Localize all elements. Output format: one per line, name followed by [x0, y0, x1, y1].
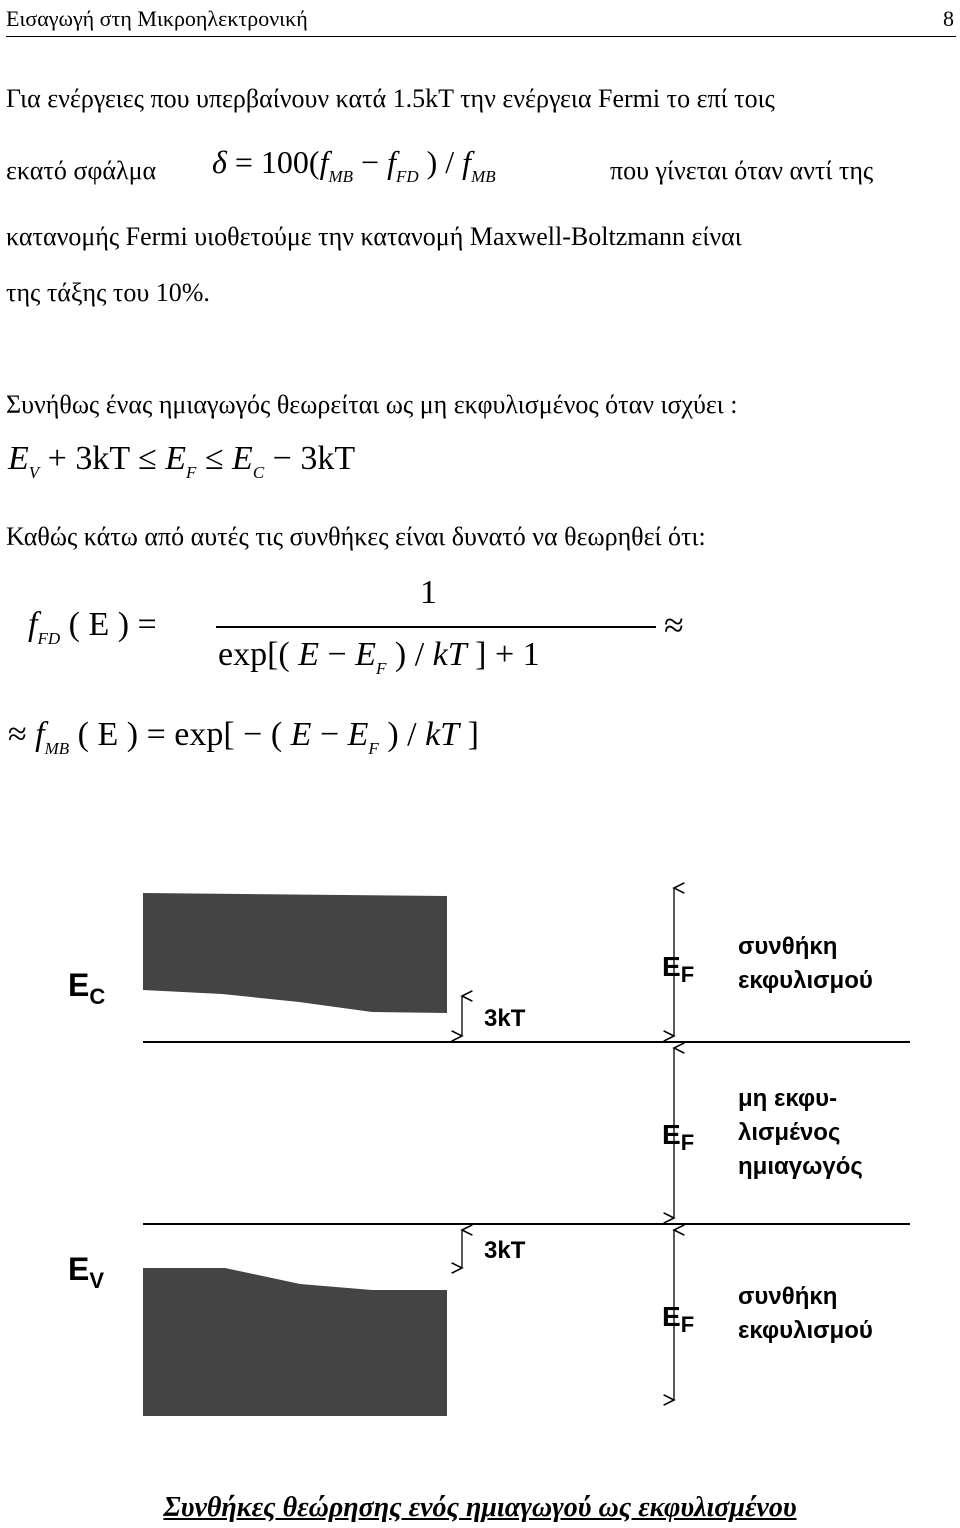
label-bot-line1: συνθήκη — [738, 1283, 838, 1310]
delta-eq: = 100( — [234, 144, 320, 180]
den-b: ) / — [394, 636, 425, 673]
plus-3kT: + 3kT — [47, 440, 130, 477]
E-symbol: E — [355, 636, 376, 673]
f-symbol: f — [28, 606, 38, 643]
le-sign: ≤ — [138, 440, 157, 477]
delta-symbol: δ — [212, 144, 227, 180]
label-bot-line2: εκφυλισμού — [738, 1317, 873, 1344]
f-symbol: f — [35, 716, 45, 753]
den-a: exp[( — [218, 636, 290, 673]
ef-label-bottom: $E_F$ — [662, 1301, 695, 1337]
approx-sign: ≈ — [664, 605, 684, 645]
F-sub: F — [376, 659, 387, 678]
F-sub: F — [185, 463, 197, 482]
valence-band-block — [143, 1268, 447, 1416]
para3-line1: Καθώς κάτω από αυτές τις συνθήκες είναι δυνατό να θεωρηθεί ότι: — [6, 522, 706, 551]
page-number: 8 — [943, 6, 954, 31]
para1-line4: της τάξης του 10%. — [6, 278, 210, 307]
E-symbol: E — [232, 440, 253, 477]
para2-line1: Συνήθως ένας ημιαγωγός θεωρείται ως μη εκφυλισμένος όταν ισχύει : — [6, 390, 738, 419]
label-mid-line2: λισμένος — [738, 1119, 841, 1146]
mb-minus: − — [319, 716, 340, 753]
f-symbol: f — [387, 144, 396, 180]
mb-tail1: ) / — [387, 716, 417, 753]
mb-sub: MB — [44, 739, 70, 758]
den-c: ] + 1 — [475, 636, 540, 673]
para1-line2-before: εκατό σφάλμα — [6, 156, 157, 185]
fd-sub: FD — [395, 167, 419, 186]
para1-line3: κατανομής Fermi υιοθετούμε την κατανομή Maxwell-Boltzmann είναι — [6, 222, 742, 251]
minus-sign: − — [361, 144, 380, 180]
f-symbol: f — [462, 144, 472, 180]
den-minus: − — [327, 636, 347, 673]
fd-numerator: 1 — [420, 574, 437, 611]
conduction-band-block — [143, 893, 447, 1013]
label-mid-line1: μη εκφυ- — [738, 1085, 838, 1112]
le-sign: ≤ — [204, 440, 224, 477]
label-top-line2: εκφυλισμού — [738, 967, 873, 994]
mb-sub: MB — [471, 167, 496, 186]
minus-3kT: − 3kT — [272, 440, 356, 477]
E-symbol: E — [8, 440, 29, 477]
fd-sub: FD — [37, 629, 61, 648]
label-mid-line3: ημιαγωγός — [738, 1153, 863, 1180]
V-sub: V — [28, 463, 40, 482]
C-sub: C — [252, 463, 265, 482]
3kT-label-top: 3kT — [484, 1005, 526, 1032]
mb-sub: MB — [328, 167, 354, 186]
div-sign: ) / — [426, 144, 455, 180]
mb-args: ( E ) = exp[ − ( — [77, 716, 283, 753]
figure-caption: Συνθήκες θεώρησης ενός ημιαγωγού ως εκφυλισμένου — [163, 1492, 797, 1523]
approx-sign: ≈ — [8, 716, 27, 753]
ef-label-top: $E_F$ — [662, 951, 695, 987]
3kT-label-bottom: 3kT — [484, 1237, 526, 1264]
para1-line1: Για ενέργειες που υπερβαίνουν κατά 1.5kT την ενέργεια Fermi το επί τοις — [6, 84, 775, 113]
label-top-line1: συνθήκη — [738, 933, 838, 960]
kT-symbol: kT — [432, 636, 467, 673]
E-symbol: E — [298, 636, 320, 673]
E-symbol: E — [290, 716, 312, 753]
ef-label-middle: $E_F$ — [662, 1119, 695, 1155]
f-symbol: f — [319, 144, 329, 180]
fd-args: ( E ) = — [68, 606, 157, 643]
E-symbol: E — [165, 440, 186, 477]
mb-tail2: ] — [467, 716, 479, 753]
kT-symbol: kT — [425, 716, 460, 753]
header-title: Εισαγωγή στη Μικροηλεκτρονική — [6, 6, 308, 31]
E-symbol: E — [347, 716, 369, 753]
F-sub: F — [368, 739, 379, 758]
ev-label: $E_V$ — [68, 1251, 105, 1293]
para1-line2-after: που γίνεται όταν αντί της — [610, 156, 874, 185]
ec-label: $E_C$ — [68, 967, 106, 1009]
